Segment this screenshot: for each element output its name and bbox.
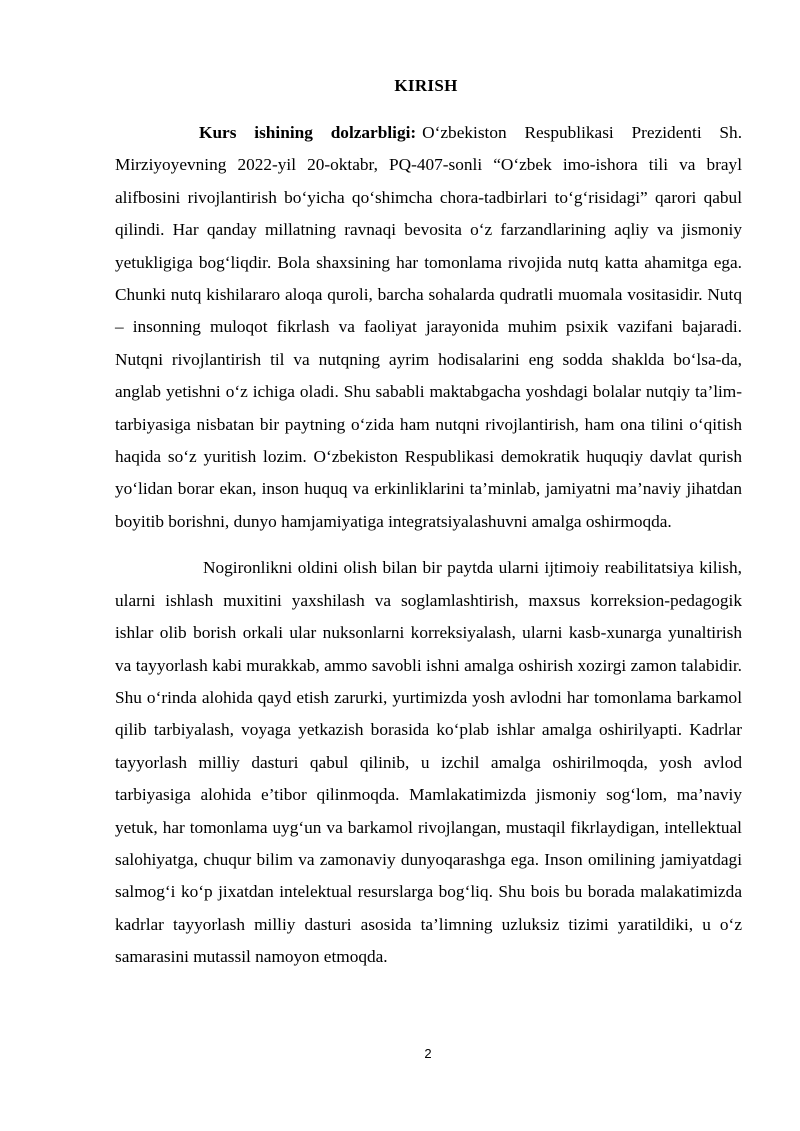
document-body: [115, 117, 742, 974]
page-title: KIRISH: [394, 76, 458, 95]
page-number: 2: [424, 1046, 432, 1061]
paragraph-relevance: [115, 117, 742, 538]
paragraph-disability: Nogironlikni oldini olish bilan bir paytda ularni ijtimoiy reabilitatsiya kilish, ularni ishlash muxitini yaxshilash va soglamlashtirish, maxsus korreksion-pedagogik ishlar olib borish orkali ular nuksonlarni korreksiyalash, ularni kasb-xunarga yunaltirish va tayyorlash kabi murakkab, ammo savobli ishni amalga oshirish xozirgi zamon talabidir. Shu o‘rinda alohida qayd etish zarurki, yurtimizda yosh avlodni har tomonlama barkamol qilib tarbiyalash, voyaga yetkazish borasida ko‘plab ishlar amalga oshirilyapti. Kadrlar tayyorlash milliy dasturi qabul qilinib, u izchil amalga oshirilmoqda, yosh avlod tarbiyasiga alohida e’tibor qilinmoqda. Mamlakatimizda jismoniy sog‘lom, ma’naviy yetuk, har tomonlama uyg‘un va barkamol rivojlangan, mustaqil fikrlaydigan, intellektual salohiyatga, chuqur bilim va zamonaviy dunyoqarashga ega. Inson omilining jamiyatdagi salmog‘i ko‘p jixatdan intelektual resurslarga bog‘liq. Shu bois bu borada malakatimizda kadrlar tayyorlash milliy dasturi asosida ta’limning uzluksiz tizimi yaratildiki, u o‘z samarasini mutassil namoyon etmoqda.: [115, 558, 742, 967]
paragraph-lead: Kurs ishining dolzarbligi:: [199, 123, 417, 142]
paragraph-text: O‘zbekiston Respublikasi Prezidenti Sh. Mirziyoyevning 2022-yil 20-oktabr, PQ-407-sonli “O‘zbek imo-ishora tili va brayl alifbosini rivojlantirish bo‘yicha qo‘shimcha chora-tadbirlari to‘g‘risidagi” qarori qabul qilindi. Har qanday millatning ravnaqi bevosita o‘z farzandlarining aqliy va jismoniy yetukligiga bog‘liqdir. Bola shaxsining har tomonlama rivojida nutq katta ahamitga ega. Chunki nutq kishilararo aloqa quroli, barcha sohalarda qudratli muomala vositasidir. Nutq – insonning muloqot fikrlash va faoliyat jarayonida muhim psixik vazifani bajaradi. Nutqni rivojlantirish til va nutqning ayrim hodisalarini eng sodda shaklda bo‘lsa-da, anglab yetishni o‘z ichiga oladi. Shu sababli maktabgacha yoshdagi bolalar nutqiy ta’lim-tarbiyasiga nisbatan bir paytning o‘zida ham nutqni rivojlantirish, ham ona tilini o‘qitish haqida so‘z yuritish lozim. O‘zbekiston Respublikasi demokratik huquqiy davlat qurish yo‘lidan borar ekan, inson huquq va erkinliklarini ta’minlab, jamiyatni ma’naviy jihatdan boyitib borishni, dunyo hamjamiyatiga integratsiyalashuvni amalga oshirmoqda.: [115, 123, 743, 531]
